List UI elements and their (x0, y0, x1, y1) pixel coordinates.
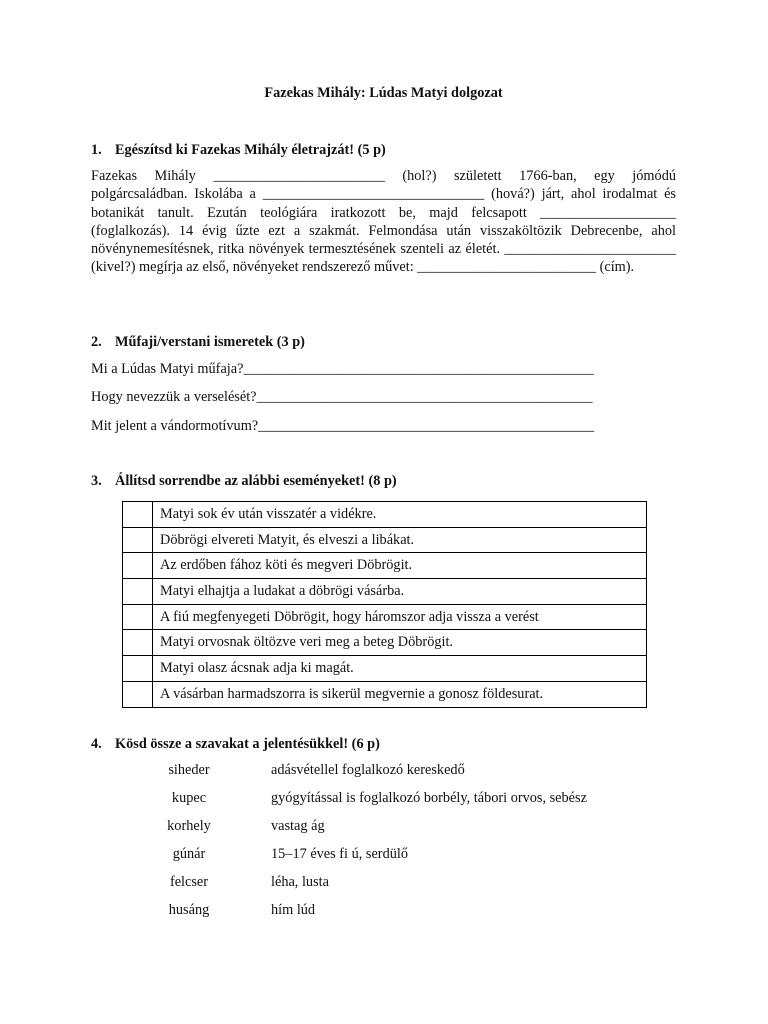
term-definition[interactable]: gyógyítással is foglalkozó borbély, tábori orvos, sebész (271, 790, 587, 806)
order-number-cell[interactable] (123, 502, 153, 528)
page-title: Fazekas Mihály: Lúdas Matyi dolgozat (264, 85, 503, 101)
term-word[interactable]: felcser (169, 874, 209, 890)
event-cell: A fiú megfenyegeti Döbrögit, hogy háromszor adja vissza a verést (153, 604, 647, 630)
list-item (91, 846, 676, 866)
order-number-cell[interactable] (123, 604, 153, 630)
list-item (91, 790, 676, 810)
order-number-cell[interactable] (123, 553, 153, 579)
order-number-cell[interactable] (123, 656, 153, 682)
biography-fill-in[interactable] (91, 167, 676, 277)
list-item (91, 902, 676, 922)
question-genre[interactable]: Mi a Lúdas Matyi műfaja?_________________________________________________ (91, 361, 594, 377)
table-row (123, 553, 647, 579)
order-number-cell[interactable] (123, 527, 153, 553)
event-cell: Döbrögi elvereti Matyit, és elveszi a libákat. (153, 527, 647, 553)
order-number-cell[interactable] (123, 681, 153, 707)
question-wandering-motif[interactable]: Mit jelent a vándormotívum?_______________________________________________ (91, 418, 595, 434)
term-definition[interactable]: léha, lusta (271, 874, 329, 890)
table-row (123, 681, 647, 707)
biography-text: Fazekas Mihály ________________________ (hol?) született 1766-ban, egy jómódú polgárcsaládban. Iskolába a _______________________________ (hová?) járt, ahol irodalmat és botanikát tanult. Ezután teológiára iratkozott be, majd felcsapott ___________________ (foglalkozás). 14 évig űzte ezt a szakmát. Felmondása után visszaköltözik Debrecenbe, ahol növénynemesítésnek, ritka növények termesztésének szenteli az életét. ________________________ (kivel?) megírja az első, növényeket rendszerező művet: _________________________ (cím). (91, 168, 676, 276)
term-definition[interactable]: vastag ág (271, 818, 325, 834)
order-number-cell[interactable] (123, 630, 153, 656)
list-item (91, 874, 676, 894)
event-cell: Az erdőben fához köti és megveri Döbrögit. (153, 553, 647, 579)
event-cell: Matyi sok év után visszatér a vidékre. (153, 502, 647, 528)
section-3-number: 3. (91, 473, 102, 489)
section-4-heading (91, 736, 380, 753)
list-item (91, 762, 676, 782)
section-2-heading (91, 334, 305, 351)
section-3-heading (91, 473, 397, 490)
order-number-cell[interactable] (123, 579, 153, 605)
event-cell: A vásárban harmadszorra is sikerül megvernie a gonosz földesurat. (153, 681, 647, 707)
section-2-title: Műfaji/verstani ismeretek (3 p) (115, 334, 305, 350)
table-row (123, 656, 647, 682)
table-row (123, 604, 647, 630)
term-definition[interactable]: adásvétellel foglalkozó kereskedő (271, 762, 465, 778)
list-item (91, 818, 676, 838)
table-row (123, 502, 647, 528)
section-2-number: 2. (91, 334, 102, 350)
table-row (123, 630, 647, 656)
term-word[interactable]: kupec (171, 790, 207, 806)
question-versification[interactable]: Hogy nevezzük a verselését?_______________________________________________ (91, 389, 593, 405)
term-word[interactable]: korhely (167, 818, 211, 834)
event-cell: Matyi orvosnak öltözve veri meg a beteg Döbrögit. (153, 630, 647, 656)
event-order-table (122, 501, 647, 708)
term-word[interactable]: husáng (168, 902, 210, 918)
table-row (123, 527, 647, 553)
section-1-number: 1. (91, 142, 102, 158)
table-row (123, 579, 647, 605)
section-4-title: Kösd össze a szavakat a jelentésükkel! (6 p) (115, 736, 380, 752)
term-word[interactable]: gúnár (172, 846, 206, 862)
section-4-number: 4. (91, 736, 102, 752)
section-1-title: Egészítsd ki Fazekas Mihály életrajzát! (5 p) (115, 142, 386, 158)
term-definition[interactable]: hím lúd (271, 902, 316, 918)
section-1-heading (91, 142, 386, 159)
term-word[interactable]: siheder (168, 762, 210, 778)
event-cell: Matyi elhajtja a ludakat a döbrögi vásárba. (153, 579, 647, 605)
term-definition[interactable]: 15–17 éves fi ú, serdülő (271, 846, 408, 862)
event-cell: Matyi olasz ácsnak adja ki magát. (153, 656, 647, 682)
section-3-title: Állítsd sorrendbe az alábbi eseményeket! (8 p) (115, 473, 397, 489)
